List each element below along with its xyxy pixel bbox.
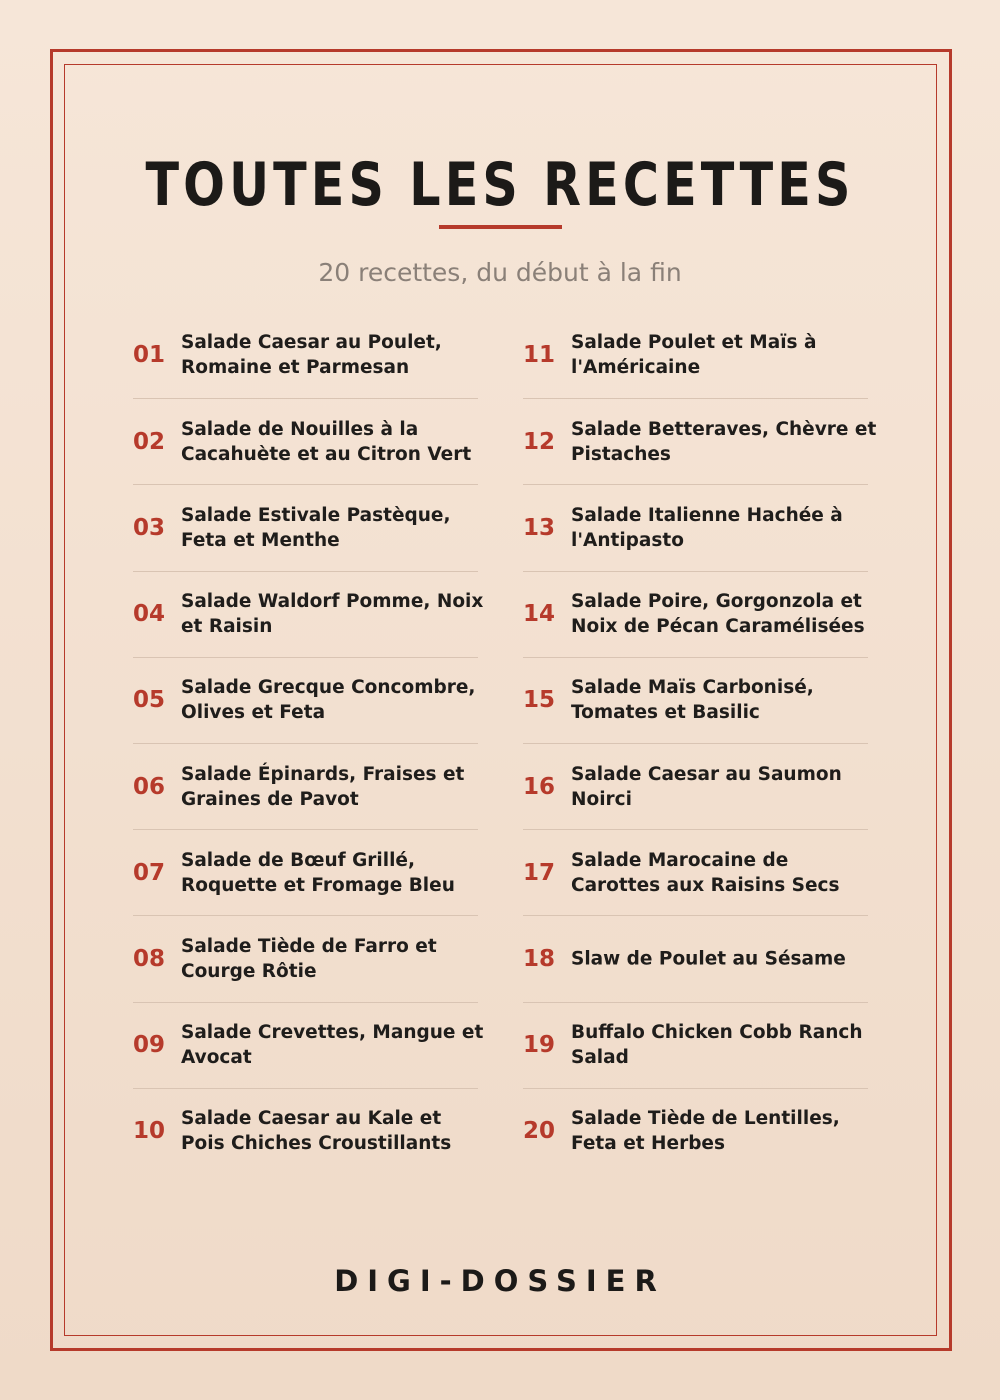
recipe-name: Salade de Nouilles à la Cacahuète et au Citron Vert	[181, 418, 472, 465]
page-subtitle: 20 recettes, du début à la fin	[318, 258, 682, 287]
recipe-name: Salade de Bœuf Grillé, Roquette et Fromage Bleu	[181, 849, 455, 896]
recipe-name: Salade Estivale Pastèque, Feta et Menthe	[181, 504, 451, 551]
recipe-name: Buffalo Chicken Cobb Ranch Salad	[571, 1022, 863, 1069]
recipe-name: Salade Crevettes, Mangue et Avocat	[181, 1022, 484, 1069]
recipe-name: Salade Maïs Carbonisé, Tomates et Basilic	[571, 677, 814, 724]
recipe-item[interactable]	[133, 571, 484, 657]
recipe-number: 10	[133, 1118, 166, 1145]
recipe-number: 16	[523, 773, 556, 800]
recipe-name: Salade Marocaine de Carottes aux Raisins Secs	[571, 849, 840, 896]
title-underline	[439, 225, 562, 229]
recipe-name: Salade Betteraves, Chèvre et Pistaches	[571, 418, 877, 465]
recipe-item[interactable]	[523, 1088, 868, 1174]
recipe-item[interactable]	[133, 915, 478, 1001]
recipe-number: 19	[523, 1032, 556, 1059]
recipe-name: Salade Waldorf Pomme, Noix et Raisin	[181, 591, 484, 638]
recipe-number: 05	[133, 687, 166, 714]
recipe-name: Salade Caesar au Kale et Pois Chiches Croustillants	[181, 1108, 452, 1155]
recipe-number: 13	[523, 514, 556, 541]
recipe-number: 08	[133, 945, 166, 972]
recipe-name: Salade Épinards, Fraises et Graines de Pavot	[181, 763, 465, 810]
recipe-number: 12	[523, 428, 556, 455]
recipe-number: 17	[523, 859, 556, 886]
recipe-number: 02	[133, 428, 166, 455]
recipe-name: Slaw de Poulet au Sésame	[571, 948, 846, 970]
recipe-number: 09	[133, 1032, 166, 1059]
recipe-list-right	[523, 312, 877, 1174]
recipe-number: 15	[523, 687, 556, 714]
recipe-item[interactable]	[133, 743, 478, 829]
recipe-number: 01	[133, 342, 166, 369]
recipe-item[interactable]	[523, 312, 868, 398]
recipe-item[interactable]	[133, 657, 478, 743]
recipe-item[interactable]	[523, 1002, 868, 1088]
recipe-list-left	[133, 312, 484, 1174]
recipe-name: Salade Tiède de Farro et Courge Rôtie	[181, 935, 437, 982]
recipe-item[interactable]	[133, 1002, 484, 1088]
recipe-item[interactable]	[133, 312, 478, 398]
recipe-name: Salade Poulet et Maïs à l'Américaine	[571, 332, 817, 379]
recipe-name: Salade Poire, Gorgonzola et Noix de Pécan Caramélisées	[571, 591, 865, 638]
recipe-item[interactable]	[523, 915, 868, 1001]
recipe-number: 14	[523, 601, 556, 628]
recipe-name: Salade Italienne Hachée à l'Antipasto	[571, 504, 843, 551]
recipe-number: 03	[133, 514, 166, 541]
recipe-item[interactable]	[523, 829, 868, 915]
recipe-number: 07	[133, 859, 166, 886]
recipe-item[interactable]	[523, 743, 868, 829]
recipe-name: Salade Tiède de Lentilles, Feta et Herbes	[571, 1108, 840, 1155]
recipe-item[interactable]	[133, 484, 478, 570]
recipe-name: Salade Grecque Concombre, Olives et Feta	[181, 677, 476, 724]
recipe-item[interactable]	[133, 1088, 478, 1174]
recipe-name: Salade Caesar au Saumon Noirci	[571, 763, 842, 810]
recipe-item[interactable]	[523, 484, 868, 570]
recipe-number: 06	[133, 773, 166, 800]
recipe-number: 20	[523, 1118, 556, 1145]
recipe-item[interactable]	[523, 398, 877, 484]
recipe-number: 11	[523, 342, 556, 369]
recipe-item[interactable]	[523, 657, 868, 743]
brand-footer: DIGI-DOSSIER	[334, 1264, 666, 1298]
recipe-item[interactable]	[133, 829, 478, 915]
recipe-item[interactable]	[523, 571, 868, 657]
recipe-number: 04	[133, 601, 166, 628]
recipe-item[interactable]	[133, 398, 478, 484]
recipe-number: 18	[523, 945, 556, 972]
recipe-name: Salade Caesar au Poulet, Romaine et Parmesan	[181, 332, 442, 379]
page-title: TOUTES LES RECETTES	[145, 150, 855, 220]
